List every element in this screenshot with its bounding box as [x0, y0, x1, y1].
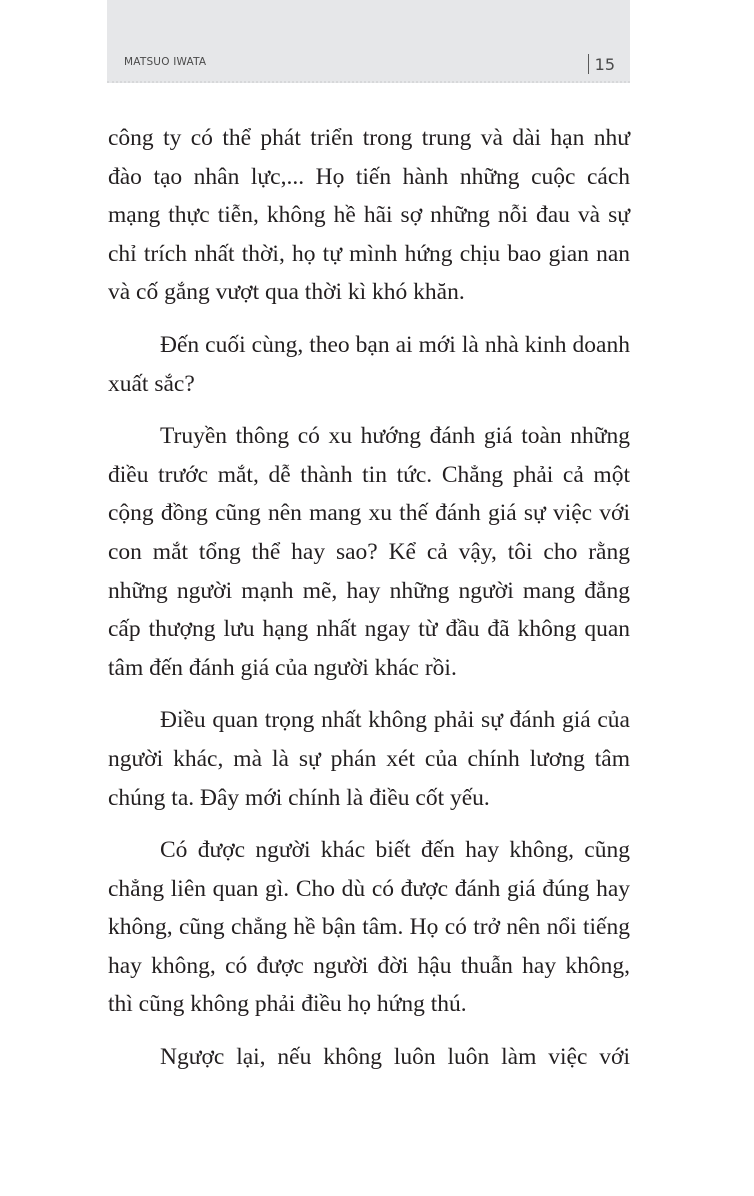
paragraph: Có được người khác biết đến hay không, cũng chẳng liên quan gì. Cho dù có được đánh giá đúng hay không, cũng chẳng hề bận tâm. Họ có trở nên nổi tiếng hay không, có được người đời hậu thuẫn hay không, thì cũng không phải điều họ hứng thú.	[108, 837, 630, 1018]
page-number	[588, 54, 615, 74]
paragraph: Điều quan trọng nhất không phải sự đánh giá của người khác, mà là sự phán xét của chính lương tâm chúng ta. Đây mới chính là điều cốt yếu.	[108, 707, 630, 811]
page-number-value: 15	[594, 54, 615, 74]
paragraph: công ty có thể phát triển trong trung và dài hạn như đào tạo nhân lực,... Họ tiến hành những cuộc cách mạng thực tiễn, không hề hãi sợ những nỗi đau và sự chỉ trích nhất thời, họ tự mình hứng chịu bao gian nan và cố gắng vượt qua thời kì khó khăn.	[108, 125, 630, 306]
paragraph: Truyền thông có xu hướng đánh giá toàn những điều trước mắt, dễ thành tin tức. Chẳng phải cả một cộng đồng cũng nên mang xu thế đánh giá sự việc với con mắt tổng thể hay sao? Kể cả vậy, tôi cho rằng những người mạnh mẽ, hay những người mang đẳng cấp thượng lưu hạng nhất ngay từ đầu đã không quan tâm đến đánh giá của người khác rồi.	[108, 423, 630, 681]
page-body	[108, 119, 630, 1091]
running-header	[107, 0, 630, 83]
author-name: MATSUO IWATA	[124, 56, 207, 68]
paragraph: Ngược lại, nếu không luôn luôn làm việc với	[160, 1044, 630, 1071]
paragraph: Đến cuối cùng, theo bạn ai mới là nhà kinh doanh xuất sắc?	[108, 331, 630, 397]
page-number-divider	[588, 54, 589, 74]
